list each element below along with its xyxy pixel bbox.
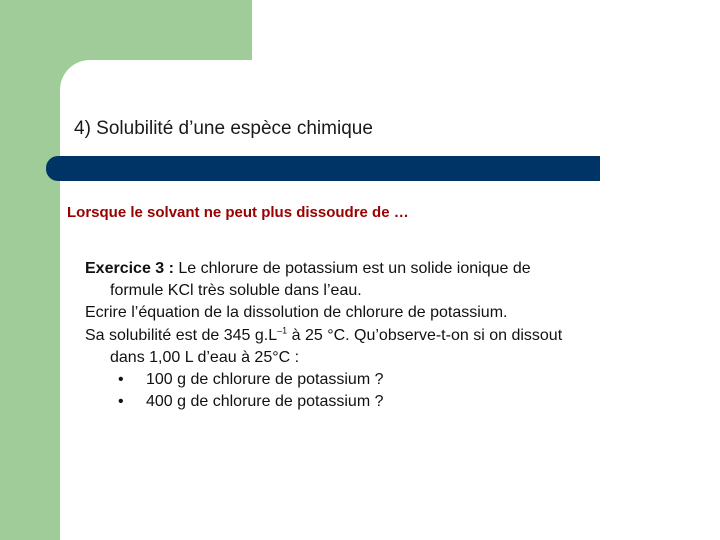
unit-exponent: –1 — [277, 325, 288, 336]
title-underline-bar — [46, 156, 600, 181]
green-left-decoration — [0, 0, 60, 540]
bullet-item — [85, 369, 685, 391]
bullet-icon: • — [118, 371, 124, 389]
bullet-item-text: 100 g de chlorure de potassium ? — [146, 371, 384, 389]
exercise-line-4-part2: à 25 °C. Qu’observe-t-on si on dissout — [287, 326, 563, 344]
exercise-line-5: dans 1,00 L d’eau à 25°C : — [110, 348, 300, 366]
exercise-line-4-part1: Sa solubilité est de 345 g.L — [85, 326, 278, 344]
bullet-item-text: 400 g de chlorure de potassium ? — [146, 393, 384, 411]
bullet-item — [85, 391, 685, 413]
exercise-line-2: formule KCl très soluble dans l’eau. — [110, 282, 362, 300]
slide-subtitle: Lorsque le solvant ne peut plus dissoudre de … — [67, 204, 409, 221]
exercise-block — [85, 258, 685, 413]
exercise-label: Exercice 3 : — [85, 260, 174, 277]
bullet-icon: • — [118, 393, 124, 411]
exercise-line-1 — [85, 258, 685, 280]
slide-title: 4) Solubilité d’une espèce chimique — [74, 118, 373, 139]
exercise-line-4 — [85, 325, 685, 347]
exercise-line-3: Ecrire l’équation de la dissolution de chlorure de potassium. — [85, 304, 508, 322]
exercise-line-1-text: Le chlorure de potassium est un solide ionique de — [173, 260, 531, 277]
